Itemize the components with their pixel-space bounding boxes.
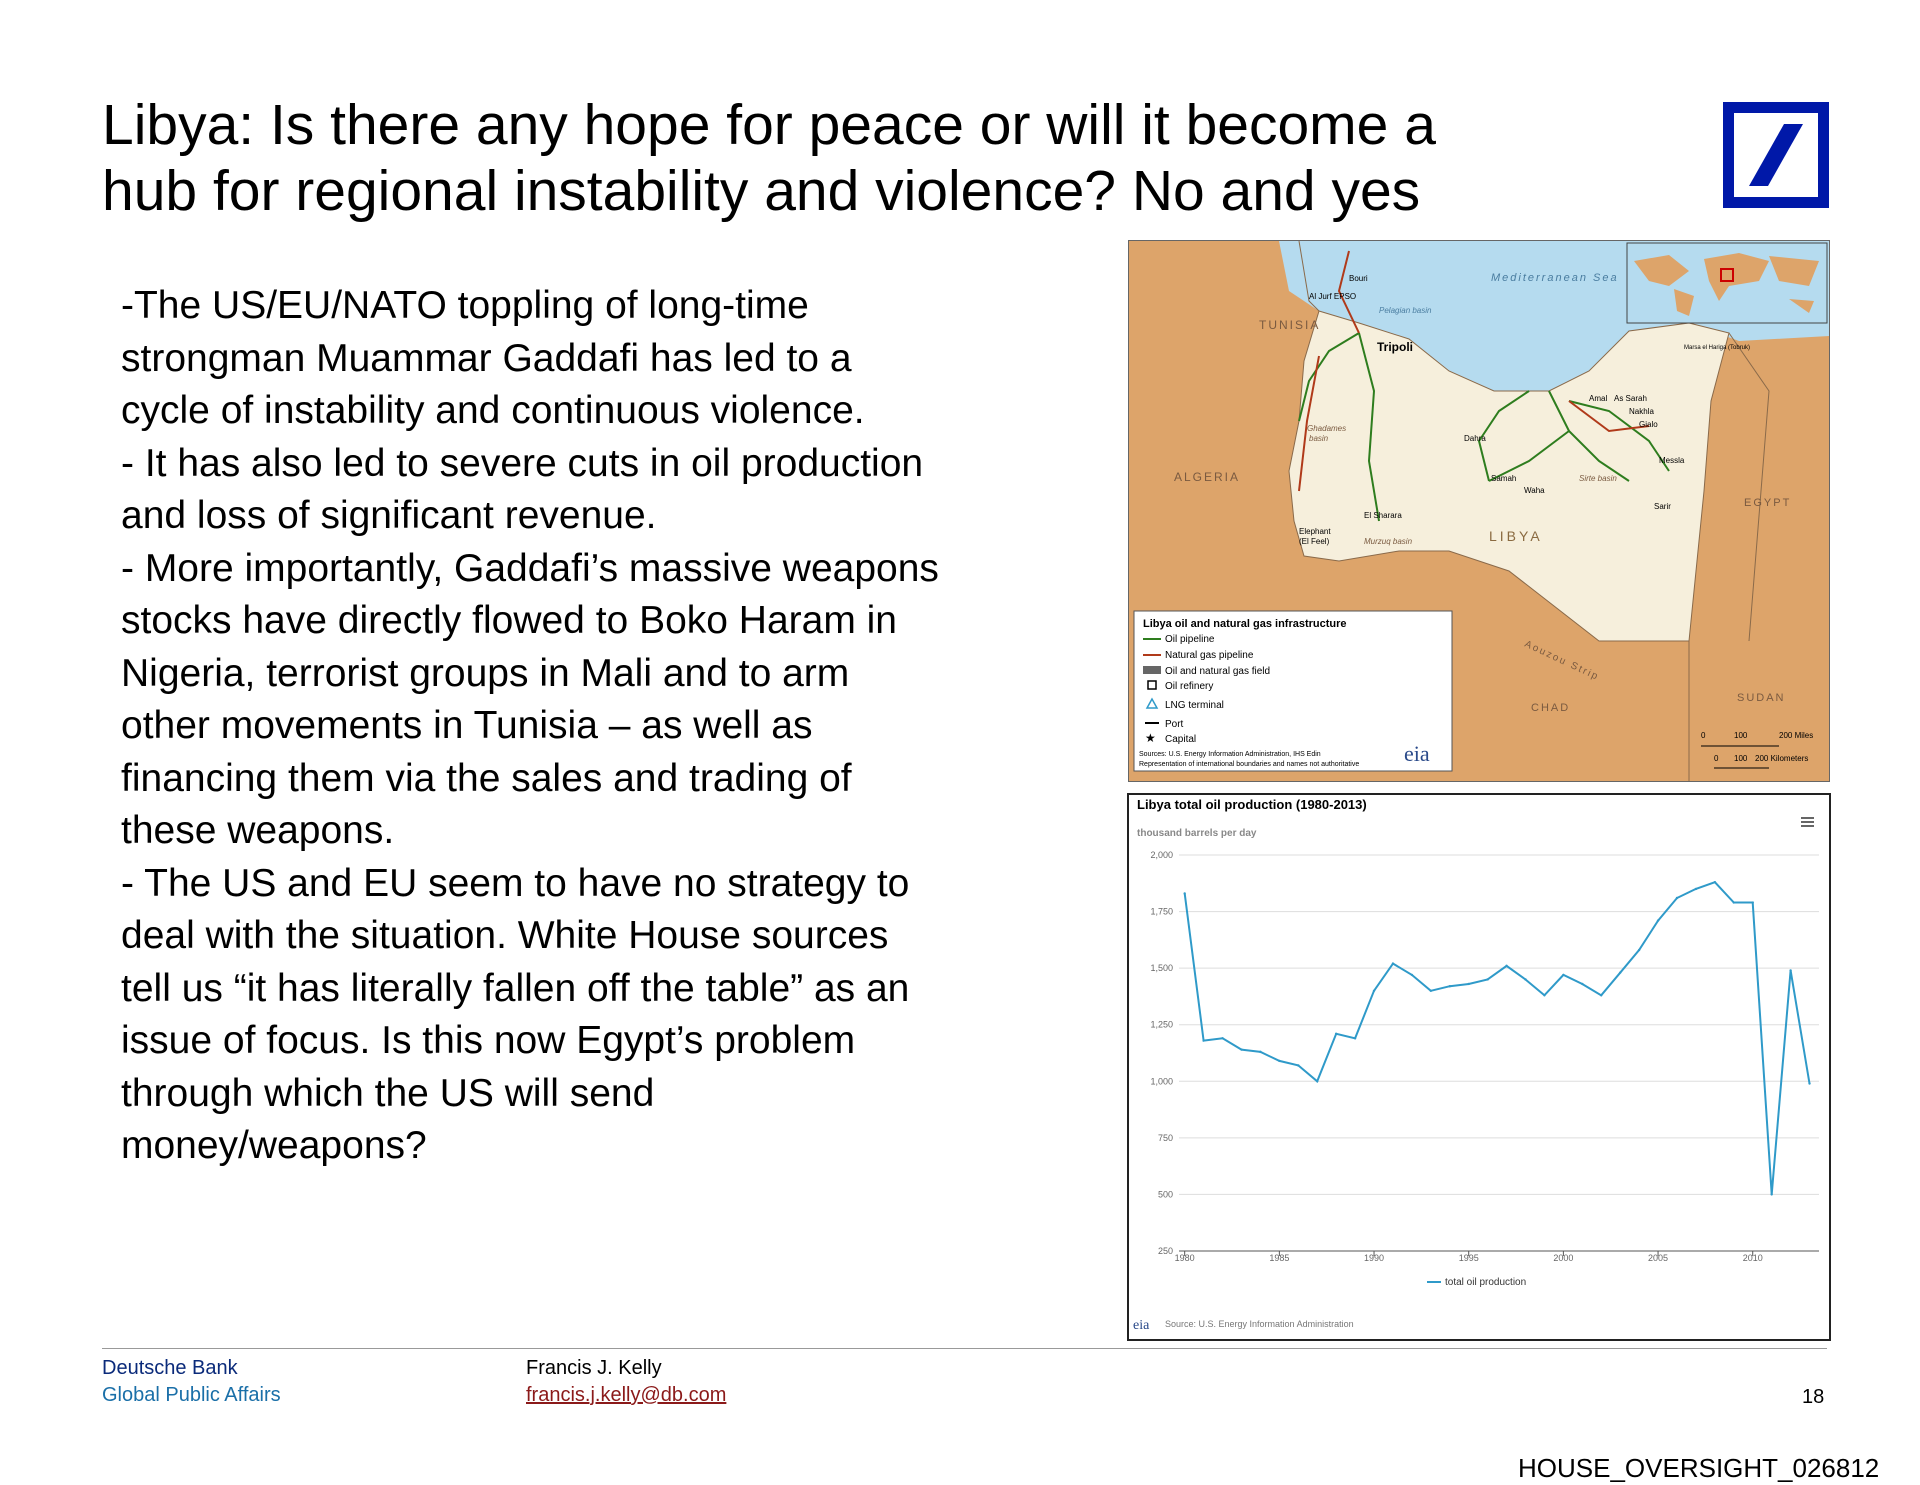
svg-text:EGYPT: EGYPT (1744, 497, 1792, 509)
data-point (1581, 983, 1583, 985)
x-tick-label: 1985 (1269, 1253, 1290, 1263)
svg-text:Mediterranean Sea: Mediterranean Sea (1491, 272, 1619, 284)
data-point (1411, 974, 1413, 976)
data-point (1657, 919, 1659, 921)
data-point (1430, 990, 1432, 992)
svg-text:basin: basin (1309, 434, 1329, 443)
svg-text:Gialo: Gialo (1639, 420, 1658, 429)
data-point (1676, 897, 1678, 899)
footer-dept: Global Public Affairs (102, 1384, 281, 1406)
body-line: cycle of instability and continuous violence. (121, 389, 865, 432)
svg-text:SUDAN: SUDAN (1737, 692, 1786, 704)
body-line: deal with the situation. White House sources (121, 914, 889, 957)
y-tick-label: 2,000 (1150, 850, 1173, 860)
data-point (1221, 1037, 1223, 1039)
legend-gas-pipeline: Natural gas pipeline (1165, 650, 1254, 661)
body-text (121, 280, 1081, 1173)
chart-title: Libya total oil production (1980-2013) (1137, 797, 1367, 812)
data-point (1524, 978, 1526, 980)
svg-text:200 Miles: 200 Miles (1779, 731, 1814, 740)
svg-text:Murzuq basin: Murzuq basin (1364, 537, 1413, 546)
series-line-total-oil-production (1185, 882, 1810, 1194)
y-tick-label: 250 (1157, 1246, 1173, 1256)
data-point (1562, 974, 1564, 976)
footer-divider (102, 1348, 1827, 1349)
x-tick-label: 1980 (1174, 1253, 1195, 1263)
data-point (1278, 1060, 1280, 1062)
data-point (1316, 1080, 1318, 1082)
data-point (1240, 1048, 1242, 1050)
svg-text:Tripoli: Tripoli (1377, 340, 1413, 354)
title-line-2: hub for regional instability and violence? No and yes (102, 159, 1421, 223)
body-line: these weapons. (121, 809, 395, 852)
legend-label: total oil production (1445, 1277, 1527, 1288)
body-line: strongman Muammar Gaddafi has led to a (121, 336, 852, 380)
data-point (1486, 978, 1488, 980)
svg-text:Elephant: Elephant (1299, 527, 1331, 536)
chart-source: Source: U.S. Energy Information Administration (1165, 1319, 1354, 1329)
body-line: - It has also led to severe cuts in oil production (121, 441, 924, 485)
data-point (1183, 892, 1185, 894)
oil-production-chart (1127, 793, 1831, 1341)
body-line: - More importantly, Gaddafi’s massive weapons (121, 546, 939, 590)
data-point (1714, 881, 1716, 883)
svg-text:Sirte basin: Sirte basin (1579, 474, 1617, 483)
svg-text:0: 0 (1701, 731, 1706, 740)
data-point (1695, 888, 1697, 890)
bates-number: HOUSE_OVERSIGHT_026812 (1518, 1453, 1880, 1483)
body-line: -The US/EU/NATO toppling of long-time (121, 284, 809, 327)
body-line: and loss of significant revenue. (121, 494, 657, 537)
map-source: Sources: U.S. Energy Information Administration, IHS Edin (1139, 751, 1321, 758)
svg-text:Sarir: Sarir (1654, 502, 1671, 511)
legend-capital: Capital (1165, 734, 1197, 745)
body-line: stocks have directly flowed to Boko Haram in (121, 599, 898, 642)
svg-text:CHAD: CHAD (1531, 702, 1571, 714)
deutsche-bank-logo (1723, 102, 1829, 208)
svg-text:(El Feel): (El Feel) (1299, 537, 1330, 546)
x-tick-label: 2000 (1553, 1253, 1574, 1263)
eia-logo: eia (1133, 1318, 1150, 1333)
data-point (1600, 994, 1602, 996)
svg-text:Messla: Messla (1659, 456, 1685, 465)
legend-refinery: Oil refinery (1165, 681, 1214, 692)
svg-text:El Sharara: El Sharara (1364, 511, 1402, 520)
data-point (1808, 1082, 1810, 1084)
data-point (1543, 994, 1545, 996)
svg-text:As Sarah: As Sarah (1614, 394, 1647, 403)
legend-field: Oil and natural gas field (1165, 666, 1271, 677)
data-point (1505, 965, 1507, 967)
svg-text:200 Kilometers: 200 Kilometers (1755, 754, 1809, 763)
footer-author: Francis J. Kelly (526, 1357, 662, 1379)
slide-title (102, 92, 1642, 224)
data-point (1619, 971, 1621, 973)
data-point (1202, 1039, 1204, 1041)
svg-text:Pelagian basin: Pelagian basin (1379, 306, 1432, 315)
data-point (1335, 1033, 1337, 1035)
footer-org: Deutsche Bank (102, 1357, 238, 1379)
hamburger-menu-icon[interactable] (1801, 817, 1814, 827)
body-line: financing them via the sales and trading of (121, 756, 852, 800)
libya-infrastructure-map (1128, 240, 1830, 782)
y-tick-label: 1,250 (1150, 1019, 1173, 1030)
y-tick-label: 1,750 (1150, 906, 1173, 917)
data-point (1449, 985, 1451, 987)
x-tick-label: 1995 (1458, 1253, 1479, 1263)
y-tick-label: 750 (1157, 1132, 1173, 1143)
data-point (1733, 901, 1735, 903)
svg-text:ALGERIA: ALGERIA (1174, 470, 1241, 484)
footer-email-link[interactable]: francis.j.kelly@db.com (526, 1384, 727, 1406)
eia-logo: eia (1404, 741, 1430, 766)
svg-text:Waha: Waha (1524, 486, 1545, 495)
x-tick-label: 2010 (1742, 1253, 1763, 1263)
body-line: money/weapons? (121, 1124, 427, 1167)
svg-text:Al Jurf EPSO: Al Jurf EPSO (1309, 292, 1357, 301)
y-tick-label: 500 (1157, 1189, 1173, 1200)
page-number: 18 (1802, 1386, 1825, 1408)
svg-text:LIBYA: LIBYA (1489, 528, 1543, 544)
svg-text:Aouzou Strip: Aouzou Strip (1522, 638, 1602, 684)
body-line: Nigeria, terrorist groups in Mali and to arm (121, 651, 850, 695)
map-legend-title: Libya oil and natural gas infrastructure (1143, 618, 1347, 630)
body-line: other movements in Tunisia – as well as (121, 704, 813, 747)
svg-text:Dahra: Dahra (1464, 434, 1486, 443)
svg-text:★: ★ (1145, 731, 1156, 745)
svg-text:Amal: Amal (1589, 394, 1608, 403)
data-point (1638, 949, 1640, 951)
data-point (1373, 990, 1375, 992)
y-tick-label: 1,500 (1150, 963, 1173, 974)
legend-oil-pipeline: Oil pipeline (1165, 634, 1215, 645)
svg-text:Samah: Samah (1491, 474, 1517, 483)
svg-text:Marsa el Hariga (Tobruk): Marsa el Hariga (Tobruk) (1684, 345, 1751, 351)
body-line: issue of focus. Is this now Egypt’s problem (121, 1019, 856, 1062)
data-point (1354, 1037, 1356, 1039)
legend-lng: LNG terminal (1165, 700, 1224, 711)
y-axis-label: thousand barrels per day (1137, 828, 1257, 839)
body-line: through which the US will send (121, 1071, 655, 1115)
x-tick-label: 2005 (1648, 1253, 1669, 1263)
data-point (1789, 969, 1791, 971)
data-point (1752, 901, 1754, 903)
x-tick-label: 1990 (1364, 1253, 1385, 1263)
data-point (1259, 1051, 1261, 1053)
data-point (1770, 1193, 1772, 1195)
svg-text:Bouri: Bouri (1349, 274, 1368, 283)
svg-text:100: 100 (1734, 754, 1748, 763)
y-tick-label: 1,000 (1150, 1076, 1173, 1087)
map-note: Representation of international boundaries and names not authoritative (1139, 761, 1360, 768)
slash-icon (1723, 102, 1829, 208)
data-point (1297, 1064, 1299, 1066)
svg-text:100: 100 (1734, 731, 1748, 740)
svg-text:0: 0 (1714, 754, 1719, 763)
title-line-1: Libya: Is there any hope for peace or will it become a (102, 93, 1436, 157)
body-line: tell us “it has literally fallen off the table” as an (121, 966, 910, 1010)
svg-text:Ghadames: Ghadames (1307, 424, 1347, 433)
legend-port: Port (1165, 719, 1184, 730)
body-line: - The US and EU seem to have no strategy to (121, 861, 910, 905)
data-point (1392, 962, 1394, 964)
data-point (1468, 983, 1470, 985)
svg-text:TUNISIA: TUNISIA (1259, 318, 1321, 332)
svg-text:Nakhla: Nakhla (1629, 407, 1654, 416)
